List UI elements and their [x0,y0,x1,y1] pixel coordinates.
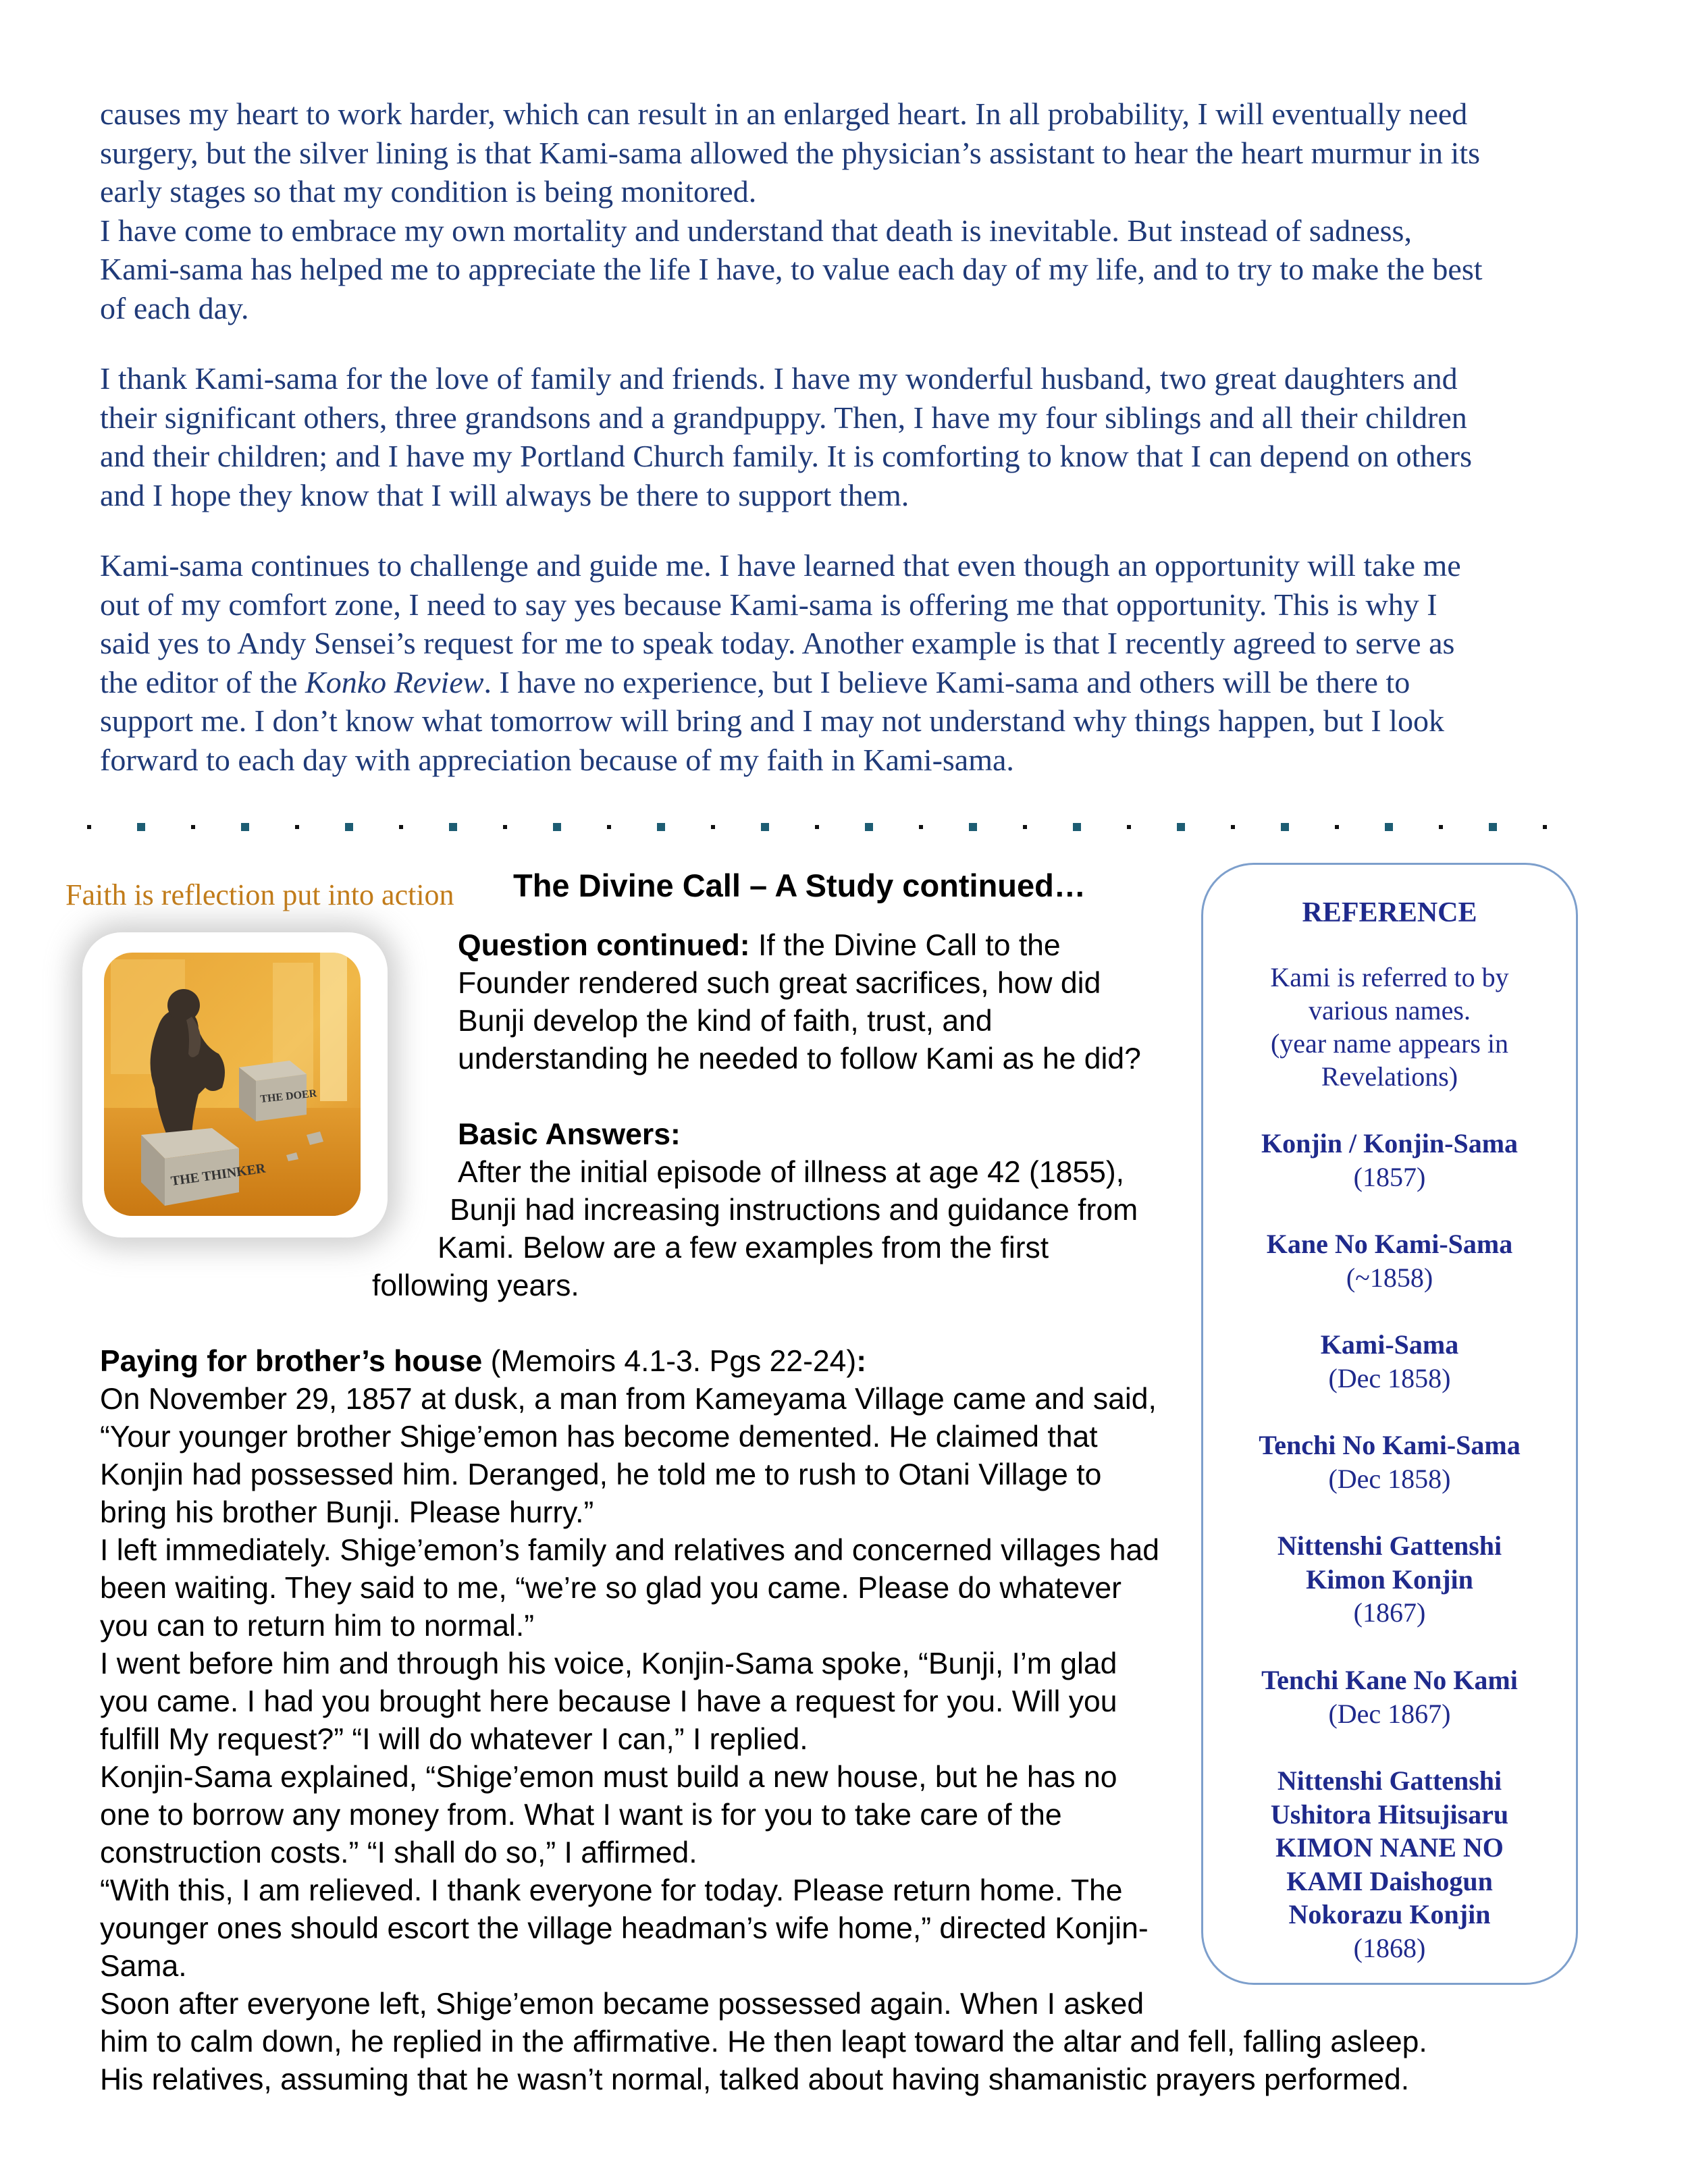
divider-dot [1023,825,1027,829]
brother-line: I left immediately. Shige’emon’s family and relatives and concerned villages had [100,1534,1160,1567]
reference-name: Kami-Sama [1320,1329,1459,1360]
text-line: Kami-sama has helped me to appreciate the life I have, to value each day of my life, and to try to make the best [100,252,1483,286]
reference-entry [1203,1764,1576,1965]
divider-square [865,823,873,831]
reference-intro-line: Revelations) [1321,1061,1458,1092]
reference-year: (1868) [1353,1932,1426,1963]
divider-dot [815,825,819,829]
question-line-3: Bunji develop the kind of faith, trust, and [458,1005,993,1038]
brother-line: Soon after everyone left, Shige’emon became possessed again. When I asked [100,1988,1144,2021]
brother-line: Konjin had possessed him. Deranged, he told me to rush to Otani Village to [100,1458,1102,1491]
divider-dot [919,825,923,829]
divider-square [1281,823,1289,831]
faith-caption: Faith is reflection put into action [65,878,454,911]
text-line: causes my heart to work harder, which can result in an enlarged heart. In all probability, I will eventually need [100,97,1468,131]
text-line: I thank Kami-sama for the love of family and friends. I have my wonderful husband, two great daughters and [100,361,1458,396]
reference-entry [1203,1227,1576,1294]
text-line: their significant others, three grandsons and a grandpuppy. Then, I have my four siblings and all their children [100,400,1467,435]
divider-square [1177,823,1185,831]
answers-line-1: After the initial episode of illness at age 42 (1855), [458,1156,1125,1189]
reference-intro [1203,961,1576,1093]
divider-square [761,823,769,831]
dotted-divider [81,820,1566,834]
divider-dot [87,825,91,829]
answers-line-3: Kami. Below are a few examples from the first [438,1231,1049,1264]
reference-name: Nokorazu Konjin [1288,1899,1491,1929]
reference-year: (Dec 1858) [1328,1362,1451,1393]
question-line-2: Founder rendered such great sacrifices, how did [458,967,1101,1000]
text-line: and their children; and I have my Portland Church family. It is comforting to know that I can depend on others [100,439,1472,473]
answers-line-2: Bunji had increasing instructions and guidance from [450,1194,1138,1227]
text-line: forward to each day with appreciation because of my faith in Kami-sama. [100,742,1014,777]
brother-line: you came. I had you brought here because I have a request for you. Will you [100,1685,1117,1718]
divider-square [241,823,249,831]
brother-line: Sama. [100,1950,187,1983]
brother-line: “Your younger brother Shige’emon has become demented. He claimed that [100,1420,1098,1454]
divider-dot [1231,825,1235,829]
text-line: surgery, but the silver lining is that Kami-sama allowed the physician’s assistant to hear the heart murmur in its [100,135,1481,170]
text-line: said yes to Andy Sensei’s request for me to speak today. Another example is that I recently agreed to serve as [100,626,1455,660]
reference-year: (1867) [1353,1597,1426,1628]
reference-intro-line: (year name appears in [1270,1028,1509,1059]
reference-name: Tenchi Kane No Kami [1261,1665,1518,1695]
thinker-label: THE THINKER [169,1161,267,1189]
reference-name: KIMON NANE NO [1275,1832,1504,1863]
section-title: The Divine Call – A Study continued… [513,868,1086,903]
reference-intro-line: Kami is referred to by [1270,962,1509,992]
konko-review-title: Konko Review [305,664,484,699]
text-line: support me. I don’t know what tomorrow will bring and I may not understand why things happen, but I look [100,703,1444,738]
reference-entry [1203,1429,1576,1495]
brother-colon: : [856,1345,867,1378]
divider-square [137,823,145,831]
brother-source: (Memoirs 4.1-3. Pgs 22-24) [482,1345,857,1378]
text-line: of each day. [100,290,249,325]
divider-dot [295,825,299,829]
brother-line: Konjin-Sama explained, “Shige’emon must build a new house, but he has no [100,1761,1117,1794]
thinker-image-frame [82,932,388,1237]
reference-year: (1857) [1353,1161,1426,1192]
divider-dot [1543,825,1547,829]
answers-line-4: following years. [372,1269,579,1302]
divider-square [553,823,561,831]
divider-square [657,823,665,831]
text-line: I have come to embrace my own mortality and understand that death is inevitable. But instead of sadness, [100,213,1412,248]
brother-line: On November 29, 1857 at dusk, a man from Kameyama Village came and said, [100,1383,1157,1416]
divider-dot [1335,825,1339,829]
divider-dot [1127,825,1131,829]
reference-entry [1203,1529,1576,1630]
reference-name: Ushitora Hitsujisaru [1270,1799,1509,1830]
divider-square [1385,823,1393,831]
question-text: If the Divine Call to the [749,929,1061,962]
reference-year: (~1858) [1346,1262,1433,1293]
reference-name: KAMI Daishogun [1286,1865,1493,1896]
text-line: Kami-sama continues to challenge and guide me. I have learned that even though an opportunity will take me [100,548,1461,583]
text-line: and I hope they know that I will always be there to support them. [100,477,909,512]
brother-line: you can to return him to normal.” [100,1609,535,1643]
divider-square [1073,823,1081,831]
divider-dot [191,825,195,829]
reference-year: (Dec 1867) [1328,1698,1451,1729]
question-label: Question continued: [458,929,750,962]
reference-name: Kane No Kami-Sama [1266,1229,1513,1259]
paragraph-2 [100,359,1595,514]
divider-dot [1439,825,1443,829]
brother-line: bring his brother Bunji. Please hurry.” [100,1496,594,1529]
reference-entry [1203,1328,1576,1395]
divider-dot [399,825,403,829]
divider-dot [711,825,715,829]
divider-square [969,823,977,831]
divider-square [449,823,457,831]
reference-name: Kimon Konjin [1306,1564,1473,1595]
reference-name: Nittenshi Gattenshi [1277,1765,1502,1796]
doer-label: THE DOER [259,1088,317,1105]
brother-line: construction costs.” “I shall do so,” I affirmed. [100,1836,697,1869]
text-line: early stages so that my condition is being monitored. [100,174,757,209]
reference-name: Nittenshi Gattenshi [1277,1530,1502,1561]
brother-line: fulfill My request?” “I will do whatever I can,” I replied. [100,1723,808,1756]
brother-title: Paying for brother’s house [100,1345,483,1378]
brother-line: “With this, I am relieved. I thank everyone for today. Please return home. The [100,1874,1123,1907]
divider-square [1489,823,1497,831]
paragraph-1 [100,95,1595,327]
brother-line: His relatives, assuming that he wasn’t normal, talked about having shamanistic prayers performed. [100,2063,1410,2096]
text-line: the editor of the [100,664,306,699]
divider-square [345,823,353,831]
brother-line: been waiting. They said to me, “we’re so glad you came. Please do whatever [100,1572,1122,1605]
divider-dot [503,825,507,829]
brother-heading [100,1343,866,1381]
question-line-4: understanding he needed to follow Kami as he did? [458,1042,1141,1075]
brother-line: him to calm down, he replied in the affirmative. He then leapt toward the altar and fell, falling asleep. [100,2025,1427,2058]
thinker-doer-illustration [104,953,361,1216]
reference-name: Tenchi No Kami-Sama [1259,1430,1521,1460]
brother-line: I went before him and through his voice, Konjin-Sama spoke, “Bunji, I’m glad [100,1647,1117,1680]
top-narrative [100,95,1595,779]
answers-label: Basic Answers: [458,1118,681,1151]
reference-box [1201,863,1578,1985]
question-line-1 [458,927,1061,965]
paragraph-3 [100,546,1595,779]
reference-year: (Dec 1858) [1328,1463,1451,1494]
brother-line: one to borrow any money from. What I want is for you to take care of the [100,1799,1062,1832]
text-line: . I have no experience, but I believe Kami-sama and others will be there to [483,664,1410,699]
reference-intro-line: various names. [1309,995,1471,1026]
reference-name: Konjin / Konjin-Sama [1261,1128,1519,1158]
reference-entry [1203,1663,1576,1730]
reference-title: REFERENCE [1302,897,1477,928]
divider-dot [607,825,611,829]
reference-entry [1203,1127,1576,1194]
brother-line: younger ones should escort the village headman’s wife home,” directed Konjin- [100,1912,1149,1945]
text-line: out of my comfort zone, I need to say yes because Kami-sama is offering me that opportunity. This is why I [100,587,1438,622]
